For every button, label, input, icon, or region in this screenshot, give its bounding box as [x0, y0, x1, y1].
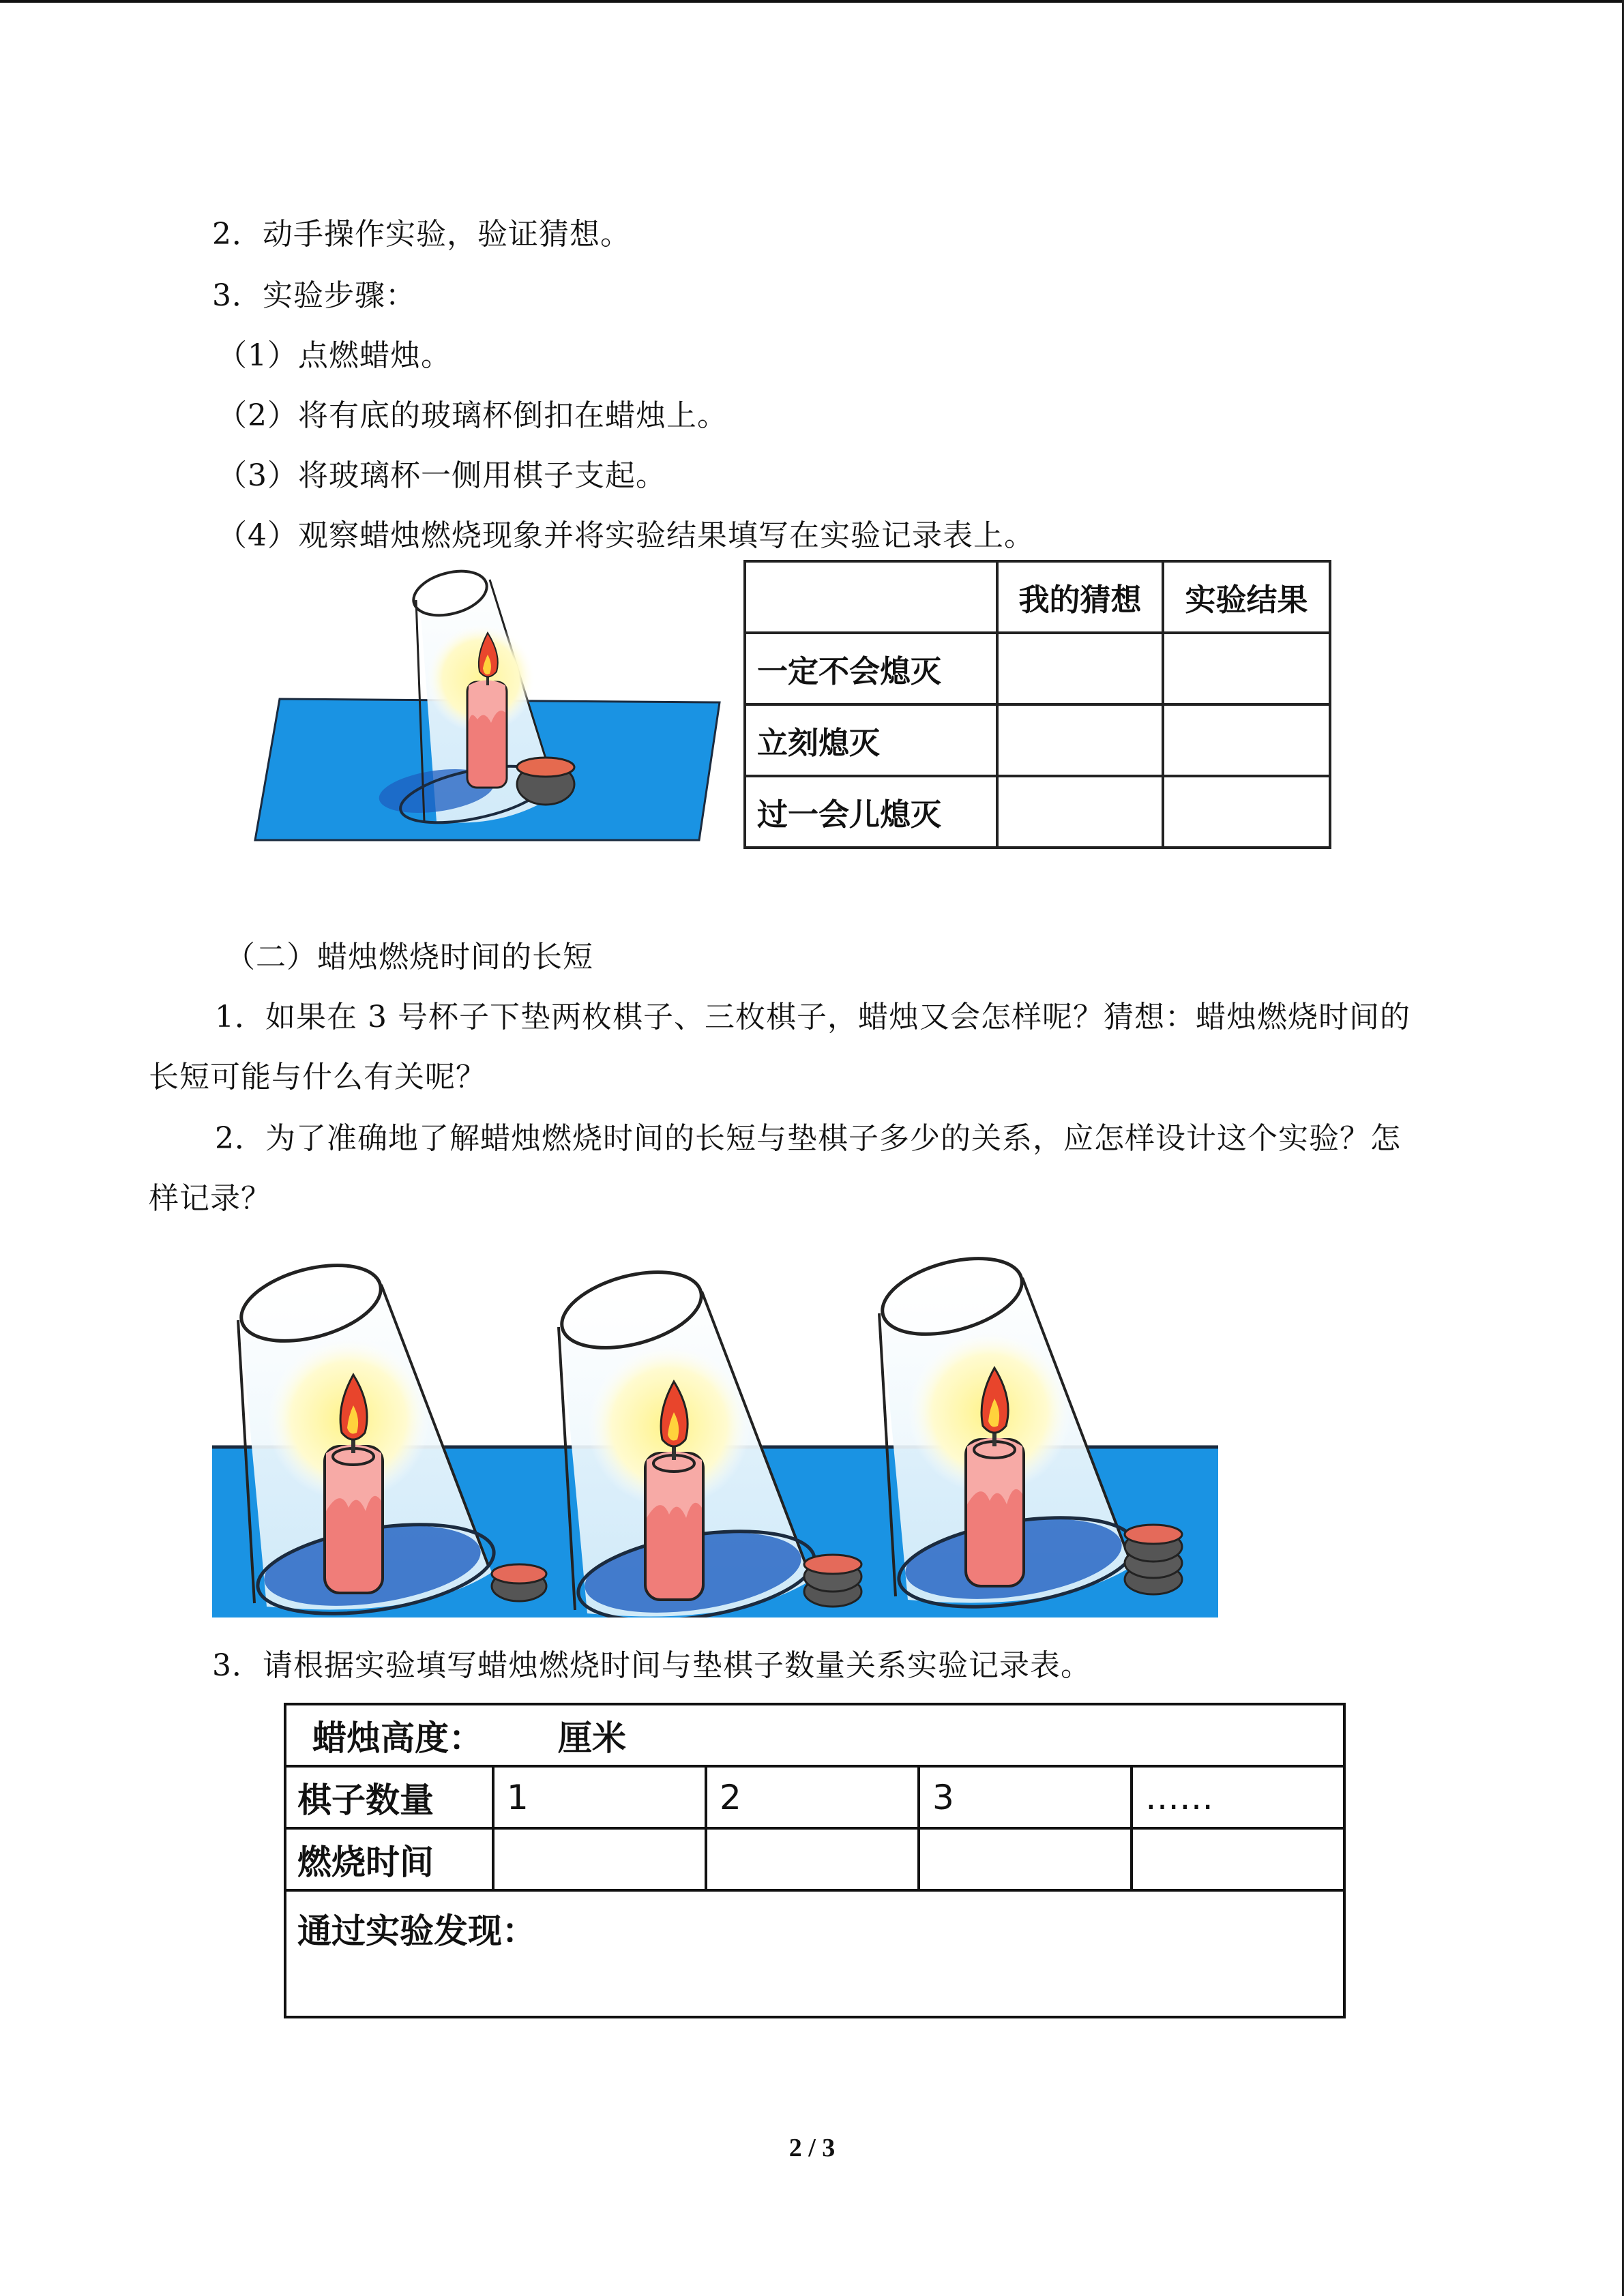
table-header-row [745, 561, 1330, 633]
step-item-1: （1）点燃蜡烛。 [217, 338, 452, 373]
question-2-line-2: 样记录？ [149, 1181, 271, 1216]
page-number: 2 / 3 [788, 2134, 836, 2162]
step-item-2: （2）将有底的玻璃杯倒扣在蜡烛上。 [217, 398, 728, 433]
checker-stack-3 [1125, 1525, 1182, 1594]
result-cell[interactable] [1163, 704, 1330, 776]
finding-row [285, 1890, 1344, 2017]
step-3-heading: 3．实验步骤： [212, 278, 416, 313]
guess-cell[interactable] [997, 633, 1163, 704]
burn-time-row [285, 1828, 1344, 1890]
table-row [745, 776, 1330, 848]
candle-height-row [285, 1704, 1344, 1766]
row-label: 过一会儿熄灭 [745, 776, 997, 848]
question-1 [149, 987, 1411, 1107]
header-my-guess: 我的猜想 [997, 561, 1163, 633]
checker-count-value: …… [1132, 1766, 1344, 1828]
checker-piece [517, 758, 574, 805]
burn-time-cell[interactable] [919, 1828, 1132, 1890]
candle-height-unit: 厘米 [558, 1718, 626, 1758]
checker-count-row [285, 1766, 1344, 1828]
question-1-line-2: 长短可能与什么有关呢？ [149, 1060, 486, 1094]
illustration-three-candles [212, 1252, 1218, 1617]
header-result: 实验结果 [1163, 561, 1330, 633]
burn-time-cell[interactable] [706, 1828, 919, 1890]
page-top-border [0, 0, 1624, 3]
checker-count-value: 2 [706, 1766, 919, 1828]
checker-stack-1 [492, 1564, 546, 1601]
guess-cell[interactable] [997, 776, 1163, 848]
step-item-3: （3）将玻璃杯一侧用棋子支起。 [217, 458, 666, 493]
question-3: 3．请根据实验填写蜡烛燃烧时间与垫棋子数量关系实验记录表。 [212, 1648, 1091, 1683]
record-table-extinguish [743, 560, 1331, 849]
question-1-line-1: 1．如果在 3 号杯子下垫两枚棋子、三枚棋子，蜡烛又会怎样呢？猜想：蜡烛燃烧时间的 [215, 1000, 1411, 1034]
finding-cell[interactable]: 通过实验发现： [285, 1890, 1344, 2017]
glass-candle-2-checkers [554, 1259, 861, 1617]
row-label: 一定不会熄灭 [745, 633, 997, 704]
header-empty-cell [745, 561, 997, 633]
burn-time-label: 燃烧时间 [285, 1828, 493, 1890]
burn-time-cell[interactable] [1132, 1828, 1344, 1890]
table-row [745, 704, 1330, 776]
row-label: 立刻熄灭 [745, 704, 997, 776]
candle-height-label: 蜡烛高度： [312, 1718, 483, 1758]
illustration-single-candle [246, 559, 737, 886]
glass-candle-3-checkers [874, 1252, 1182, 1617]
checker-count-value: 1 [493, 1766, 706, 1828]
burn-time-cell[interactable] [493, 1828, 706, 1890]
record-table-burn-time [284, 1703, 1346, 2018]
question-2-line-1: 2．为了准确地了解蜡烛燃烧时间的长短与垫棋子多少的关系，应怎样设计这个实验？怎 [215, 1121, 1401, 1156]
section-2-heading: （二）蜡烛燃烧时间的长短 [225, 940, 593, 974]
table-row [745, 633, 1330, 704]
step-item-4: （4）观察蜡烛燃烧现象并将实验结果填写在实验记录表上。 [217, 518, 1035, 553]
candle-height-cell[interactable] [285, 1704, 1344, 1766]
result-cell[interactable] [1163, 776, 1330, 848]
checker-stack-2 [804, 1555, 861, 1607]
guess-cell[interactable] [997, 704, 1163, 776]
question-2 [149, 1109, 1401, 1229]
result-cell[interactable] [1163, 633, 1330, 704]
step-2-verify: 2．动手操作实验，验证猜想。 [212, 217, 631, 252]
checker-count-value: 3 [919, 1766, 1132, 1828]
checker-count-label: 棋子数量 [285, 1766, 493, 1828]
